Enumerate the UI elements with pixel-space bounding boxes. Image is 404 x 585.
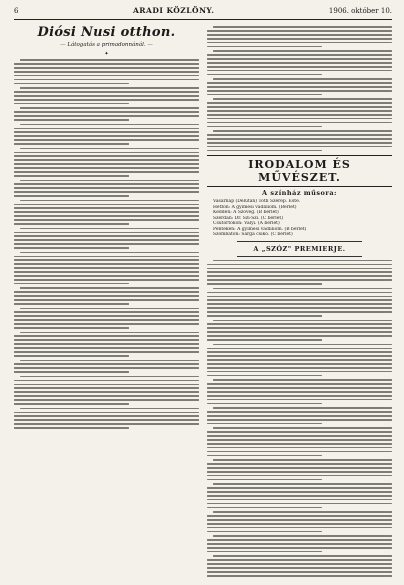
schedule-line: Szerdán: Dr. Szi-Szi. (C bérlet) — [213, 215, 283, 221]
text-line — [213, 535, 392, 537]
text-line — [14, 103, 129, 105]
text-line — [207, 264, 392, 266]
paragraph — [207, 130, 392, 151]
text-line — [207, 367, 392, 369]
text-line — [14, 155, 199, 157]
text-line — [207, 419, 392, 421]
paragraph — [207, 50, 392, 75]
text-line — [207, 134, 392, 136]
text-line — [207, 575, 392, 577]
paragraph — [207, 379, 392, 404]
text-line — [207, 335, 392, 337]
text-line — [207, 54, 392, 56]
text-line — [20, 59, 199, 61]
text-line — [213, 379, 392, 381]
text-line — [207, 58, 392, 60]
text-line — [14, 295, 199, 297]
text-line — [207, 383, 392, 385]
text-line — [207, 292, 392, 294]
text-line — [14, 63, 199, 65]
premiere-heading: A „SZÓZ" PREMIERJE. — [253, 244, 346, 253]
text-line — [14, 256, 199, 258]
text-line — [207, 296, 392, 298]
text-line — [207, 495, 392, 497]
text-line — [14, 183, 199, 185]
text-line — [207, 38, 392, 40]
text-line — [207, 375, 322, 377]
text-line — [14, 247, 129, 249]
text-line — [207, 307, 392, 309]
text-line — [207, 435, 392, 437]
text-line — [207, 455, 322, 457]
text-line — [14, 303, 129, 305]
text-line — [207, 423, 322, 425]
text-line — [20, 360, 199, 362]
paragraph — [207, 407, 392, 424]
text-line — [14, 167, 199, 169]
text-line — [207, 371, 392, 373]
ornament-icon: ✦ — [104, 51, 109, 57]
text-line — [14, 299, 199, 301]
text-line — [14, 412, 199, 414]
masthead: ARADI KÖZLÖNY. — [132, 6, 215, 15]
text-line — [20, 408, 199, 410]
article-subtitle: — Látogatás a primadonnánál. — — [60, 42, 153, 48]
text-line — [207, 46, 322, 48]
text-line — [207, 571, 392, 573]
text-line — [207, 363, 392, 365]
text-line — [207, 475, 392, 477]
text-line — [213, 483, 392, 485]
paragraph — [14, 180, 199, 197]
text-line — [207, 62, 392, 64]
text-line — [14, 99, 199, 101]
text-line — [207, 415, 392, 417]
text-line — [14, 371, 129, 373]
text-line — [14, 163, 199, 165]
right-column — [207, 24, 392, 579]
text-line — [14, 187, 199, 189]
left-column — [14, 24, 199, 579]
text-line — [213, 26, 392, 28]
text-line — [207, 487, 392, 489]
text-line — [207, 359, 392, 361]
paragraph — [207, 459, 392, 480]
text-line — [20, 124, 199, 126]
text-line — [14, 384, 199, 386]
text-line — [207, 142, 392, 144]
text-line — [14, 239, 199, 241]
text-line — [207, 110, 392, 112]
text-line — [14, 419, 199, 421]
text-line — [20, 107, 199, 109]
paragraph — [207, 320, 392, 341]
text-line — [20, 180, 199, 182]
text-line — [207, 443, 392, 445]
text-line — [14, 207, 199, 209]
text-line — [14, 219, 199, 221]
text-line — [207, 519, 392, 521]
text-line — [207, 559, 392, 561]
text-line — [14, 75, 199, 77]
text-line — [14, 279, 199, 281]
paragraph — [207, 511, 392, 532]
text-line — [207, 315, 322, 317]
paragraph — [14, 228, 199, 249]
paragraph — [207, 260, 392, 285]
text-line — [207, 507, 322, 509]
paragraph — [14, 332, 199, 357]
text-line — [14, 215, 199, 217]
text-line — [207, 531, 322, 533]
text-line — [207, 299, 392, 301]
text-line — [207, 491, 392, 493]
text-line — [207, 403, 322, 405]
text-line — [207, 70, 392, 72]
text-line — [14, 387, 199, 389]
text-line — [213, 98, 392, 100]
text-line — [20, 252, 199, 254]
text-line — [14, 391, 199, 393]
text-line — [207, 275, 392, 277]
text-line — [207, 387, 392, 389]
article-body-bottom — [207, 260, 392, 579]
text-line — [213, 320, 392, 322]
paragraph — [14, 200, 199, 225]
text-line — [207, 118, 392, 120]
paragraph — [207, 26, 392, 47]
text-line — [207, 114, 392, 116]
text-line — [207, 551, 322, 553]
schedule-line: Vasárnap (Délután) Tóth Szerep. Este. — [213, 199, 301, 205]
text-line — [14, 275, 199, 277]
text-line — [14, 311, 199, 313]
paragraph — [14, 376, 199, 405]
text-line — [207, 479, 322, 481]
text-line — [207, 547, 392, 549]
text-line — [20, 332, 199, 334]
issue-date: 1906. október 10. — [328, 7, 392, 15]
text-line — [14, 119, 129, 121]
paragraph — [14, 252, 199, 285]
text-line — [14, 83, 129, 85]
text-line — [207, 348, 392, 350]
text-line — [207, 146, 392, 148]
text-line — [14, 315, 199, 317]
text-line — [14, 175, 129, 177]
text-line — [207, 90, 392, 92]
text-line — [20, 87, 199, 89]
text-line — [207, 122, 392, 124]
text-line — [207, 30, 392, 32]
text-line — [14, 423, 199, 425]
text-line — [20, 228, 199, 230]
text-line — [207, 567, 392, 569]
text-line — [14, 211, 199, 213]
text-line — [207, 102, 392, 104]
text-line — [207, 106, 392, 108]
text-line — [207, 279, 392, 281]
text-line — [14, 191, 199, 193]
text-line — [14, 128, 199, 130]
schedule-line: Csütörtökön: Vályi. (A bérlet) — [213, 221, 280, 227]
text-line — [207, 339, 322, 341]
text-line — [207, 499, 392, 501]
text-line — [207, 303, 392, 305]
text-line — [14, 263, 199, 265]
text-line — [207, 283, 322, 285]
text-line — [14, 395, 199, 397]
text-line — [14, 195, 129, 197]
text-line — [213, 50, 392, 52]
schedule-line: Pénteken: A gyimesi vadliliom. (B bérlet) — [213, 226, 307, 232]
text-line — [207, 150, 322, 152]
text-line — [14, 291, 199, 293]
text-line — [207, 503, 392, 505]
text-line — [14, 143, 129, 145]
text-line — [207, 355, 392, 357]
text-line — [20, 200, 199, 202]
divider — [237, 256, 362, 257]
text-line — [207, 467, 392, 469]
text-line — [207, 391, 392, 393]
text-line — [213, 260, 392, 262]
text-line — [207, 431, 392, 433]
text-line — [14, 339, 199, 341]
text-line — [14, 152, 199, 154]
text-line — [207, 523, 392, 525]
text-line — [14, 223, 129, 225]
text-line — [14, 71, 199, 73]
paragraph — [207, 427, 392, 456]
text-line — [14, 415, 199, 417]
text-line — [207, 463, 392, 465]
text-line — [207, 66, 392, 68]
paragraph — [14, 408, 199, 429]
section-heading: IRODALOM ÉS MŰVÉSZET. — [207, 155, 392, 187]
paragraph — [14, 107, 199, 120]
article-body — [14, 59, 199, 428]
article-title: Diósi Nusi otthon. — [37, 25, 176, 40]
text-line — [14, 327, 129, 329]
text-line — [207, 563, 392, 565]
paragraph — [14, 360, 199, 373]
text-line — [14, 139, 199, 141]
text-line — [207, 471, 392, 473]
text-line — [207, 42, 392, 44]
text-line — [207, 82, 392, 84]
text-line — [207, 323, 392, 325]
text-line — [207, 399, 392, 401]
page-header — [14, 6, 392, 20]
paragraph — [207, 78, 392, 95]
paragraph — [207, 483, 392, 508]
theatre-schedule — [213, 199, 386, 238]
text-line — [207, 411, 392, 413]
text-line — [207, 351, 392, 353]
text-line — [207, 515, 392, 517]
text-line — [14, 115, 199, 117]
text-line — [213, 130, 392, 132]
text-line — [207, 86, 392, 88]
divider — [237, 241, 362, 242]
paragraph — [207, 535, 392, 552]
text-line — [20, 308, 199, 310]
text-line — [213, 344, 392, 346]
text-line — [207, 395, 392, 397]
text-line — [14, 343, 199, 345]
text-line — [213, 511, 392, 513]
text-line — [14, 351, 199, 353]
text-line — [213, 78, 392, 80]
text-line — [20, 287, 199, 289]
text-line — [207, 126, 322, 128]
text-line — [14, 363, 199, 365]
text-line — [20, 376, 199, 378]
text-line — [14, 111, 199, 113]
text-line — [14, 95, 199, 97]
text-line — [207, 331, 392, 333]
text-line — [207, 34, 392, 36]
text-line — [14, 347, 199, 349]
text-line — [207, 327, 392, 329]
text-line — [14, 335, 199, 337]
text-line — [14, 204, 199, 206]
text-line — [213, 427, 392, 429]
text-line — [14, 259, 199, 261]
paragraph — [207, 288, 392, 317]
text-line — [207, 451, 392, 453]
paragraph — [207, 344, 392, 377]
text-line — [207, 94, 322, 96]
text-line — [207, 311, 392, 313]
paragraph — [207, 555, 392, 579]
text-line — [207, 138, 392, 140]
schedule-line: Hétfőn: A gyimesi vadliliom. (Bérlet) — [213, 204, 297, 210]
text-line — [20, 148, 199, 150]
text-line — [213, 407, 392, 409]
text-line — [14, 131, 199, 133]
paragraph — [14, 124, 199, 145]
paragraph — [207, 98, 392, 127]
text-line — [213, 288, 392, 290]
text-line — [14, 323, 199, 325]
schedule-line: Kedden: A Szöveg. (B bérlet) — [213, 210, 279, 216]
text-line — [213, 555, 392, 557]
columns — [14, 24, 392, 579]
text-line — [14, 427, 129, 429]
schedule-line: Szombaton: Sárga csikó. (C bérlet) — [213, 232, 293, 238]
text-line — [207, 527, 392, 529]
article-body-top — [207, 26, 392, 151]
text-line — [14, 367, 199, 369]
text-line — [14, 171, 199, 173]
text-line — [213, 459, 392, 461]
paragraph — [14, 87, 199, 104]
paragraph — [14, 59, 199, 84]
text-line — [14, 135, 199, 137]
text-line — [207, 539, 392, 541]
text-line — [14, 67, 199, 69]
text-line — [14, 91, 199, 93]
text-line — [14, 399, 199, 401]
text-line — [207, 271, 392, 273]
text-line — [14, 403, 129, 405]
text-line — [207, 447, 392, 449]
paragraph — [14, 308, 199, 329]
text-line — [207, 268, 392, 270]
text-line — [207, 74, 322, 76]
text-line — [14, 79, 199, 81]
text-line — [14, 283, 129, 285]
text-line — [207, 439, 392, 441]
theatre-heading: A színház műsora: — [262, 189, 337, 198]
page-number: 6 — [14, 7, 19, 15]
paragraph — [14, 287, 199, 304]
text-line — [14, 235, 199, 237]
text-line — [14, 159, 199, 161]
text-line — [14, 271, 199, 273]
text-line — [14, 243, 199, 245]
paragraph — [14, 148, 199, 177]
text-line — [14, 267, 199, 269]
text-line — [14, 319, 199, 321]
text-line — [207, 543, 392, 545]
text-line — [14, 380, 199, 382]
text-line — [14, 232, 199, 234]
text-line — [14, 355, 129, 357]
